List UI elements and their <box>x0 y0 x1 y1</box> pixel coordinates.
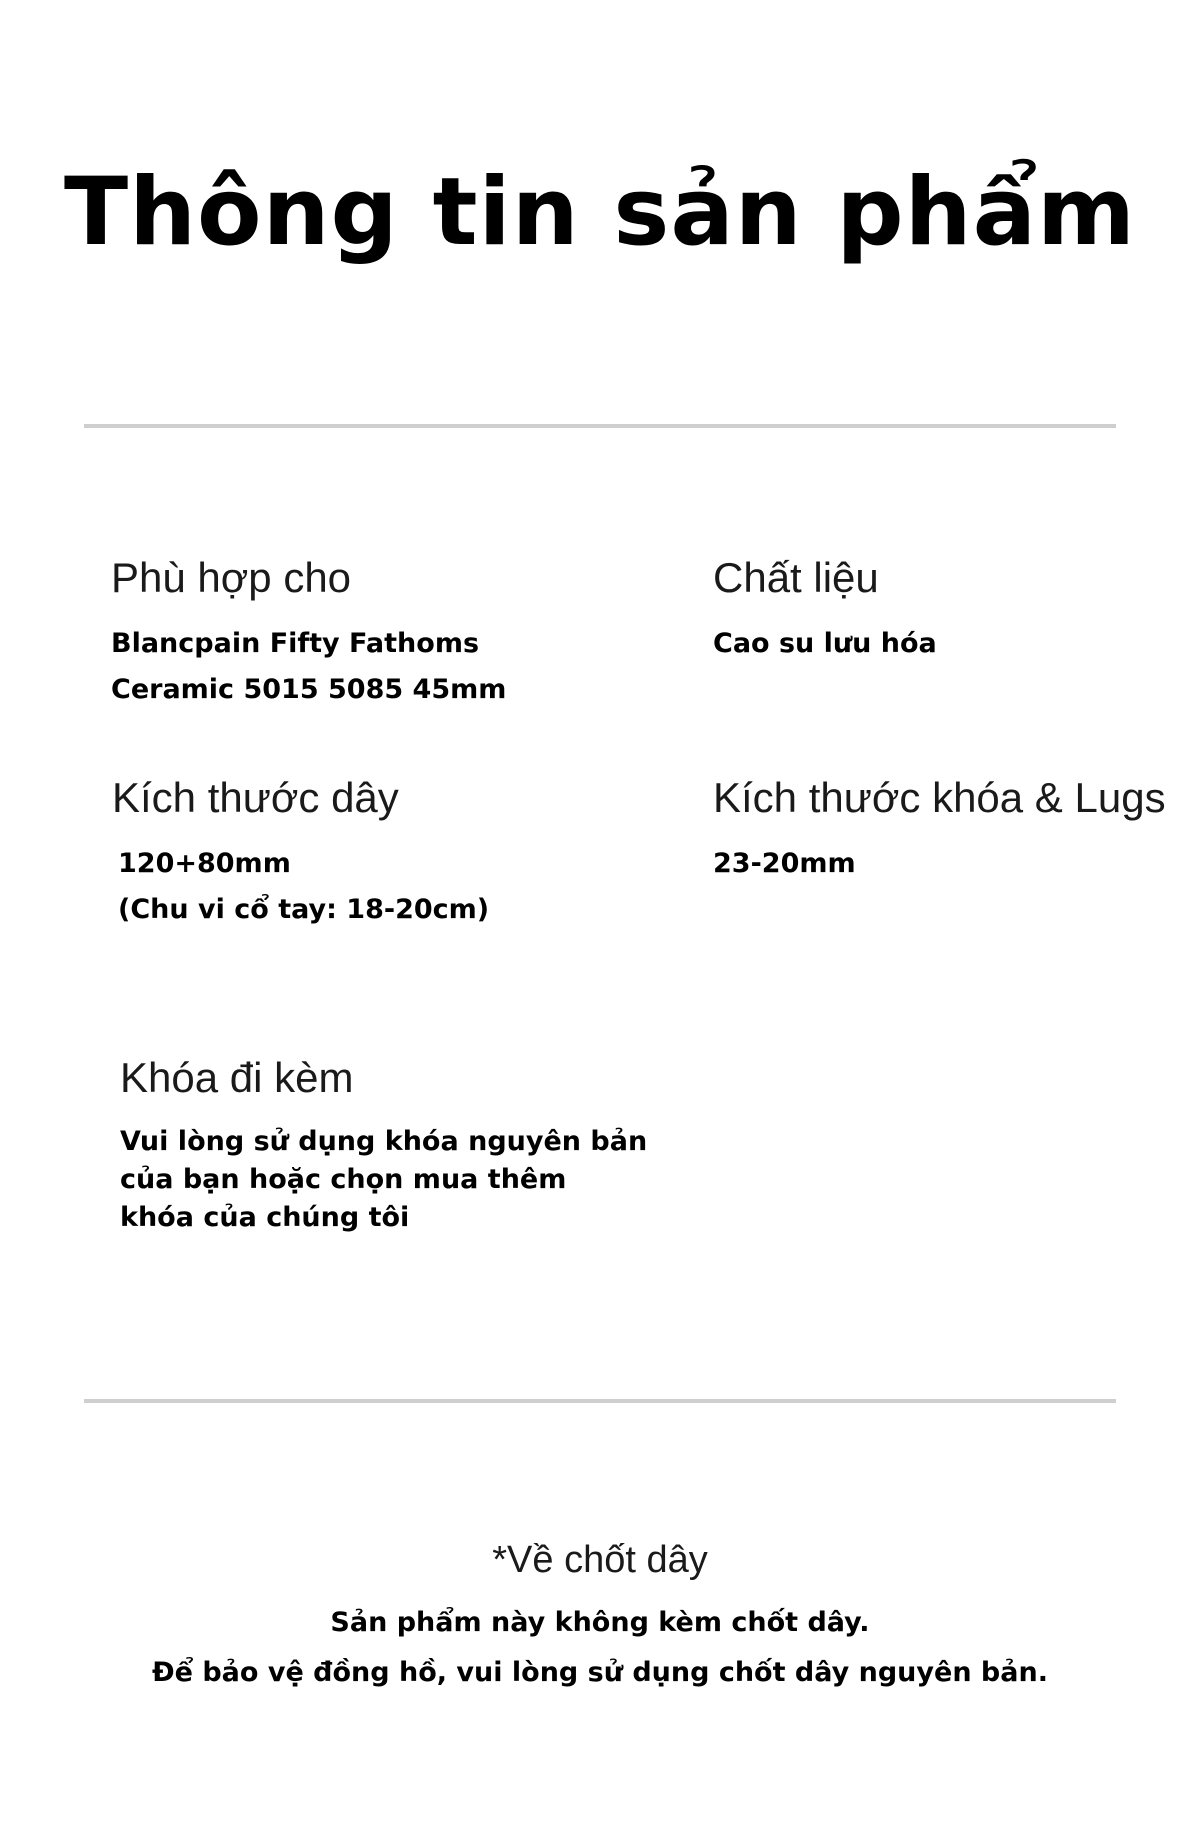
spec-label: Khóa đi kèm <box>120 1054 354 1101</box>
spec-value-line: Vui lòng sử dụng khóa nguyên bản <box>120 1126 648 1157</box>
spec-value <box>713 841 1166 887</box>
page-title: Thông tin sản phẩm <box>64 158 1136 267</box>
spec-value-line: 120+80mm <box>118 848 291 879</box>
spec-value <box>112 841 489 933</box>
spec-included-buckle <box>120 1053 647 1237</box>
spec-value-line: Cao su lưu hóa <box>713 628 937 659</box>
spec-value-line: 23-20mm <box>713 848 856 879</box>
spec-label: Chất liệu <box>713 554 879 601</box>
bottom-divider <box>84 1399 1116 1403</box>
spec-value-line: (Chu vi cổ tay: 18-20cm) <box>118 894 490 925</box>
spec-compatible-models <box>111 553 506 713</box>
spring-bar-note-line: Sản phẩm này không kèm chốt dây. <box>330 1607 870 1638</box>
spec-value <box>111 621 506 713</box>
spec-value-line: Ceramic 5015 5085 45mm <box>111 674 507 705</box>
spec-value-line: của bạn hoặc chọn mua thêm <box>120 1164 567 1195</box>
spec-value-line: Blancpain Fifty Fathoms <box>111 628 480 659</box>
spec-value <box>713 621 937 667</box>
spring-bar-note-label: *Về chốt dây <box>492 1539 708 1581</box>
spec-label: Kích thước dây <box>112 774 399 821</box>
spec-label: Kích thước khóa & Lugs <box>713 774 1166 821</box>
spec-label: Phù hợp cho <box>111 554 352 601</box>
top-divider <box>84 424 1116 428</box>
spec-value-line: khóa của chúng tôi <box>120 1202 410 1233</box>
spec-buckle-lug-size <box>713 773 1166 887</box>
spring-bar-note-line: Để bảo vệ đồng hồ, vui lòng sử dụng chốt dây nguyên bản. <box>152 1657 1048 1688</box>
spec-strap-size <box>112 773 489 933</box>
spec-material <box>713 553 937 667</box>
spec-value <box>120 1123 647 1237</box>
